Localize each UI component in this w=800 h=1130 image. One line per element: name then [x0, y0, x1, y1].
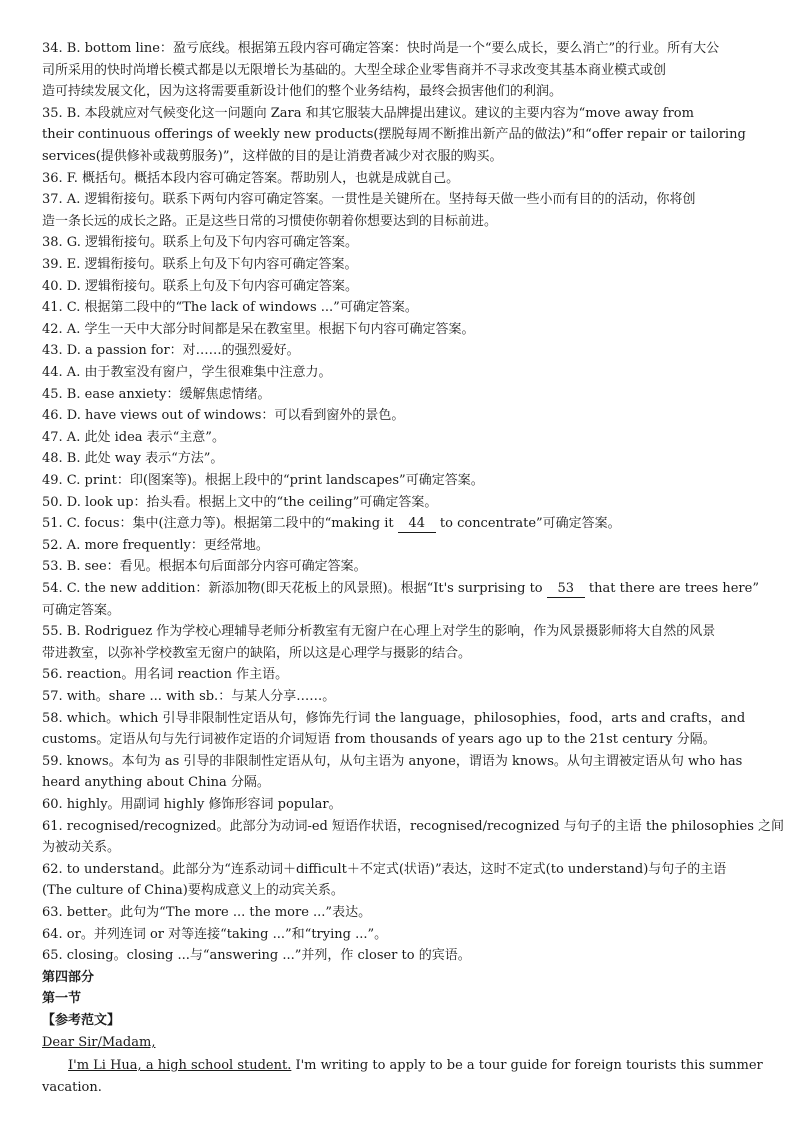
answer-item-continuation: heard anything about China 分隔。	[42, 775, 270, 790]
answer-item-continuation: 为被动关系。	[42, 840, 121, 855]
sample-essay-label: 【参考范文】	[42, 1013, 121, 1028]
answer-item: 56. reaction。用名词 reaction 作主语。	[42, 667, 289, 682]
answer-item: 47. A. 此处 idea 表示“主意”。	[42, 430, 225, 445]
answer-item: 53. B. see：看见。根据本句后面部分内容可确定答案。	[42, 559, 367, 574]
answer-item-continuation: services(提供修补或裁剪服务)”，这样做的目的是让消费者减少对衣服的购买。	[42, 149, 503, 164]
answer-item-continuation: 造可持续发展文化，因为这将需要重新设计他们的整个业务结构，最终会损害他们的利润。	[42, 84, 563, 99]
answer-item: 38. G. 逻辑衔接句。联系上句及下句内容可确定答案。	[42, 235, 358, 250]
letter-intro-line2: vacation.	[42, 1080, 102, 1095]
answer-blank: 44	[398, 516, 436, 533]
letter-salutation: Dear Sir/Madam,	[42, 1035, 156, 1050]
answer-item: 39. E. 逻辑衔接句。联系上句及下句内容可确定答案。	[42, 257, 358, 272]
answer-item: 64. or。并列连词 or 对等连接“taking ...”和“trying ...”。	[42, 927, 388, 942]
answer-item: 57. with。share ... with sb.：与某人分享……。	[42, 689, 336, 704]
answer-item-continuation: their continuous offerings of weekly new products(摆脱每周不断推出新产品的做法)”和“offer repair or tailoring	[42, 127, 746, 142]
answer-item: 40. D. 逻辑衔接句。联系上句及下句内容可确定答案。	[42, 279, 359, 294]
answer-item: 63. better。此句为“The more ... the more ...”表达。	[42, 905, 372, 920]
answer-item: 42. A. 学生一天中大部分时间都是呆在教室里。根据下句内容可确定答案。	[42, 322, 475, 337]
answer-item: 54. C. the new addition：新添加物(即天花板上的风景照)。根据“It's surprising to 53 that there are trees here”	[42, 581, 759, 596]
section-sub-heading: 第一节	[42, 991, 82, 1006]
answer-item: 50. D. look up：抬头看。根据上文中的“the ceiling”可确定答案。	[42, 495, 438, 510]
section-part-heading: 第四部分	[42, 970, 95, 985]
answer-blank: 53	[547, 581, 585, 598]
answer-item: 59. knows。本句为 as 引导的非限制性定语从句，从句主语为 anyone，谓语为 knows。从句主谓被定语从句 who has	[42, 754, 743, 769]
answer-item: 51. C. focus：集中(注意力等)。根据第二段中的“making it 44 to concentrate”可确定答案。	[42, 516, 621, 531]
answer-item-continuation: 带进教室，以弥补学校教室无窗户的缺陷，所以这是心理学与摄影的结合。	[42, 646, 472, 661]
answer-item: 58. which。which 引导非限制性定语从句，修饰先行词 the language，philosophies，food，arts and crafts，and	[42, 711, 746, 726]
answer-item: 44. A. 由于教室没有窗户，学生很难集中注意力。	[42, 365, 332, 380]
answer-item-continuation: customs。定语从句与先行词被作定语的介词短语 from thousands of years ago up to the 21st century 分隔。	[42, 732, 716, 747]
answer-item: 48. B. 此处 way 表示“方法”。	[42, 451, 224, 466]
answer-item: 45. B. ease anxiety：缓解焦虑情绪。	[42, 387, 271, 402]
answer-item: 60. highly。用副词 highly 修饰形容词 popular。	[42, 797, 342, 812]
answer-item: 61. recognised/recognized。此部分为动词-ed 短语作状语，recognised/recognized 与句子的主语 the philosophies 之间	[42, 819, 785, 834]
answer-item-continuation: (The culture of China)要构成意义上的动宾关系。	[42, 883, 344, 898]
letter-intro-line	[68, 1055, 780, 1077]
answer-item: 41. C. 根据第二段中的“The lack of windows ...”可确定答案。	[42, 300, 418, 315]
answer-item-continuation: 司所采用的快时尚增长模式都是以无限增长为基础的。大型全球企业零售商并不寻求改变其基本商业模式或创	[42, 63, 667, 78]
letter-intro-underlined: I'm Li Hua, a high school student.	[68, 1058, 292, 1073]
answer-item: 34. B. bottom line：盈亏底线。根据第五段内容可确定答案：快时尚是一个“要么成长，要么消亡”的行业。所有大公	[42, 41, 720, 56]
answer-item: 46. D. have views out of windows：可以看到窗外的景色。	[42, 408, 405, 423]
answer-item: 49. C. print：印(图案等)。根据上段中的“print landscapes”可确定答案。	[42, 473, 484, 488]
answer-item: 37. A. 逻辑衔接句。联系下两句内容可确定答案。一贯性是关键所在。坚持每天做一些小而有目的的活动，你将创	[42, 192, 696, 207]
answer-item: 36. F. 概括句。概括本段内容可确定答案。帮助别人，也就是成就自己。	[42, 171, 460, 186]
answer-item: 35. B. 本段就应对气候变化这一问题向 Zara 和其它服装大品牌提出建议。建议的主要内容为“move away from	[42, 106, 694, 121]
answer-item: 62. to understand。此部分为“连系动词＋difficult＋不定式(状语)”表达，这时不定式(to understand)与句子的主语	[42, 862, 727, 877]
answer-item: 65. closing。closing ...与“answering ...”并列，作 closer to 的宾语。	[42, 948, 471, 963]
answer-item: 52. A. more frequently：更经常地。	[42, 538, 269, 553]
answer-item-continuation: 造一条长远的成长之路。正是这些日常的习惯使你朝着你想要达到的目标前进。	[42, 214, 498, 229]
letter-intro-rest: I'm writing to apply to be a tour guide for foreign tourists this summer	[291, 1058, 763, 1073]
answer-item: 55. B. Rodriguez 作为学校心理辅导老师分析教室有无窗户在心理上对学生的影响，作为风景摄影师将大自然的风景	[42, 624, 716, 639]
answer-item-continuation: 可确定答案。	[42, 603, 121, 618]
answer-item: 43. D. a passion for：对……的强烈爱好。	[42, 343, 300, 358]
